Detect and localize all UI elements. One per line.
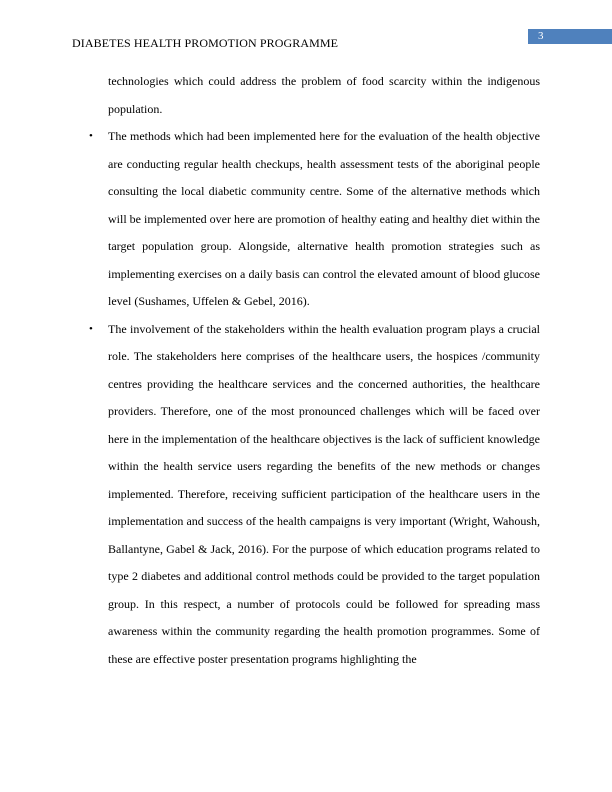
bullet-item <box>89 316 540 674</box>
bullet-item <box>89 123 540 316</box>
bullet-marker: • <box>89 130 93 142</box>
bullet-marker: • <box>89 322 93 335</box>
running-header-title: DIABETES HEALTH PROMOTION PROGRAMME <box>72 36 339 50</box>
page-number: 3 <box>528 29 612 44</box>
continuation-paragraph: technologies which could address the problem of food scarcity within the indigenous population. <box>108 74 540 116</box>
bullet-text: The methods which had been implemented here for the evaluation of the health objective are conducting regular health checkups, health assessment tests of the aboriginal people consulting the local diabetic community centre. Some of the alternative methods which will be implemented over here are promotion of healthy eating and healthy diet within the target population group. Alongside, alternative health promotion strategies such as implementing exercises on a daily basis can control the elevated amount of blood glucose level (Sushames, Uffelen & Gebel, 2016). <box>108 129 540 308</box>
document-body <box>89 68 540 673</box>
bullet-text: The involvement of the stakeholders within the health evaluation program plays a crucial role. The stakeholders here comprises of the healthcare users, the hospices /community centres providing the healthcare services and the concerned authorities, the healthcare providers. Therefore, one of the most pronounced challenges which will be faced over here in the implementation of the healthcare objectives is the lack of sufficient knowledge within the health service users regarding the benefits of the new methods or changes implemented. Therefore, receiving sufficient participation of the healthcare users in the implementation and success of the health campaigns is very important (Wright, Wahoush, Ballantyne, Gabel & Jack, 2016). For the purpose of which education programs related to type 2 diabetes and additional control methods could be provided to the target population group. In this respect, a number of protocols could be followed for spreading mass awareness within the community regarding the health promotion programmes. Some of these are effective poster presentation programs highlighting the <box>108 321 540 666</box>
